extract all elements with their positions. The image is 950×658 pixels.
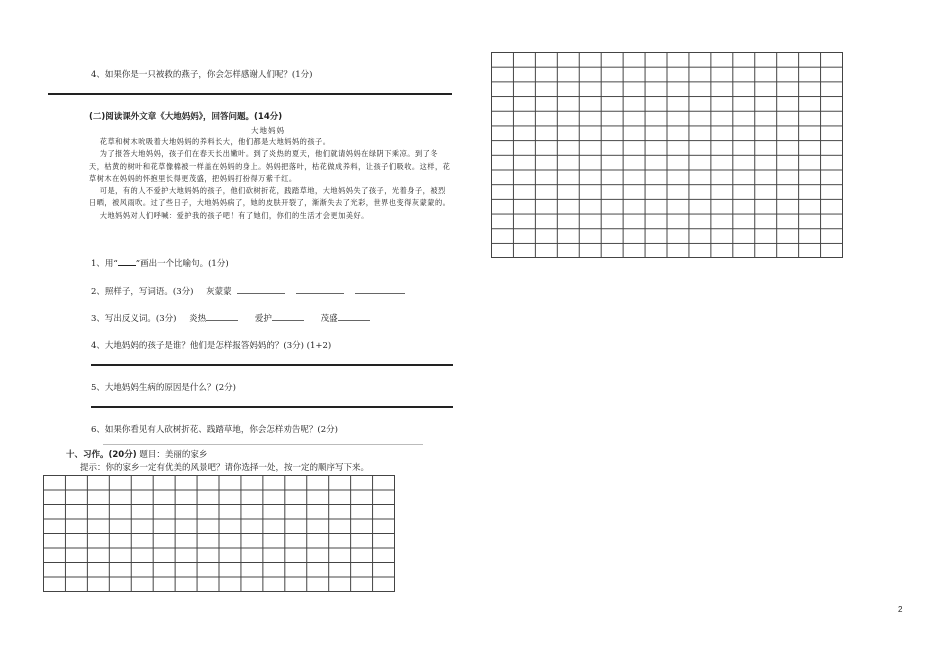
page-number: 2 <box>898 605 903 614</box>
story-paragraph: 为了报答大地妈妈，孩子们在春天长出嫩叶。到了炎热的夏天，他们就请妈妈在绿阴下乘凉。到了冬天，枯黄的树叶和花草像棉被一样盖在妈妈的身上。妈妈把落叶，枯花做成养料，让孩子们吸收。这样，花草树木在妈妈的怀抱里长得更茂盛，把妈妈打扮得万紫千红。 <box>89 149 451 183</box>
story-title: 大地妈妈 <box>251 126 285 135</box>
answer-blank[interactable] <box>355 285 405 294</box>
question-3 <box>91 312 370 324</box>
composition-topic: 题目：美丽的家乡 <box>139 450 208 460</box>
antonym-word-3: 茂盛 <box>320 314 338 324</box>
answer-blank[interactable] <box>272 312 304 321</box>
answer-line[interactable] <box>103 444 423 445</box>
answer-line[interactable] <box>91 406 453 408</box>
story-text <box>89 136 453 222</box>
question-1 <box>91 257 229 269</box>
answer-line[interactable] <box>91 364 453 366</box>
question-4-thank-swallow: 4、如果你是一只被救的燕子，你会怎样感谢人们呢？(1分) <box>91 70 313 80</box>
question-2-text: 2、照样子，写词语。(3分) <box>91 287 194 297</box>
underline-sample <box>118 257 136 266</box>
divider-line <box>48 93 452 95</box>
question-4: 4、大地妈妈的孩子是谁？他们是怎样报答妈妈的？(3分) (1+2) <box>91 341 332 351</box>
question-2 <box>91 285 405 297</box>
section-10-heading <box>66 448 207 460</box>
question-3-text: 3、写出反义词。(3分) <box>91 314 177 324</box>
composition-hint: 提示：你的家乡一定有优美的风景吧？请你选择一处，按一定的顺序写下来。 <box>80 463 370 473</box>
question-2-example: 灰蒙蒙 <box>206 287 232 297</box>
antonym-word-2: 爱护 <box>254 314 272 324</box>
story-paragraph: 花草和树木吮吸着大地妈妈的养料长大，他们都是大地妈妈的孩子。 <box>99 137 331 146</box>
writing-grid-left[interactable] <box>43 475 395 592</box>
story-paragraph: 大地妈妈对人们呼喊：爱护我的孩子吧！有了她们，你们的生活才会更加美好。 <box>99 210 369 220</box>
antonym-word-1: 炎热 <box>189 314 207 324</box>
story-paragraph: 可是，有的人不爱护大地妈妈的孩子，他们砍树折花，践踏草地，大地妈妈失了孩子，光着身子，被烈日晒，被风雨吹。过了些日子，大地妈妈病了，她的皮肤开裂了，渐渐失去了光彩，世界也变得灰蒙蒙的。 <box>89 186 451 208</box>
answer-blank[interactable] <box>296 285 344 294</box>
question-1-prefix: 1、用“ <box>91 259 118 269</box>
section-10-title: 十、习作。(20分) <box>66 450 137 460</box>
question-6: 6、如果你看见有人砍树折花、践踏草地，你会怎样劝告呢？(2分) <box>91 425 338 435</box>
question-5: 5、大地妈妈生病的原因是什么？(2分) <box>91 383 236 393</box>
answer-blank[interactable] <box>237 285 285 294</box>
section-2-title: (二)阅读课外文章《大地妈妈》，回答问题。(14分) <box>89 112 283 122</box>
answer-blank[interactable] <box>338 312 370 321</box>
writing-grid-right[interactable] <box>491 52 843 258</box>
answer-blank[interactable] <box>206 312 238 321</box>
question-1-suffix: ”画出一个比喻句。(1分) <box>135 259 229 269</box>
